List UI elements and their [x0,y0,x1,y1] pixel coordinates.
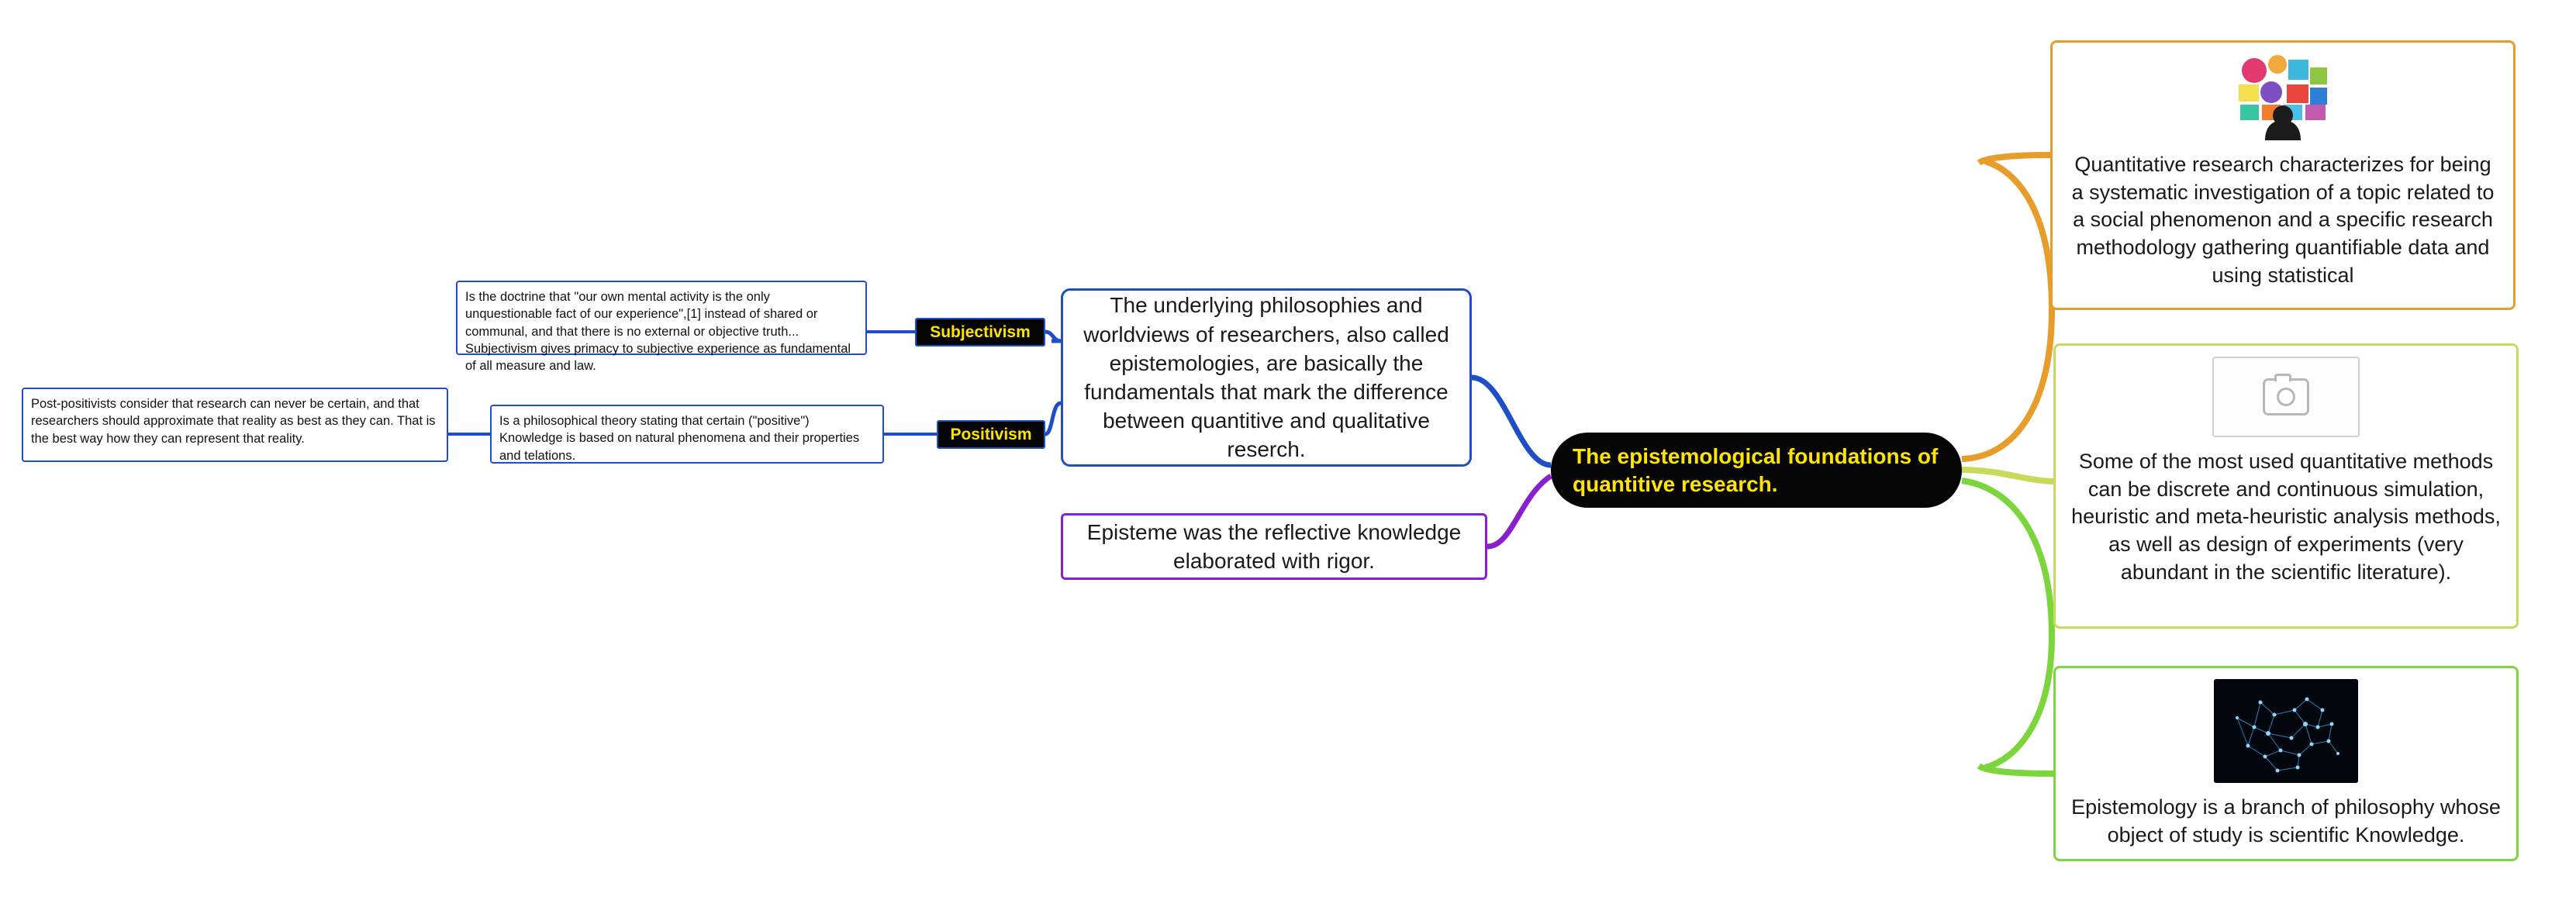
node-subjectivism-definition[interactable] [456,281,867,374]
node-quantitative-methods-text: Some of the most used quantitative methods can be discrete and continuous simulation, heuristic and meta-heuristic analysis methods, as well as design of experiments (very abundant in the scientific literature). [2071,450,2501,584]
central-node-label: The epistemological foundations of quantitive research. [1573,443,1939,496]
node-positivism[interactable] [937,420,1045,449]
brain-network-image [2214,679,2358,783]
collage-icon [2234,53,2332,140]
node-episteme-text: Episteme was the reflective knowledge elaborated with rigor. [1086,519,1462,573]
central-node[interactable] [1551,433,1962,508]
node-quantitative-methods[interactable] [2053,343,2519,629]
node-post-positivism[interactable] [22,388,448,462]
node-subjectivism-label: Subjectivism [930,322,1031,341]
node-subjectivism[interactable] [915,318,1045,347]
node-philosophies[interactable] [1061,288,1472,467]
node-positivism-label: Positivism [950,425,1032,443]
node-epistemology[interactable] [2053,666,2519,861]
node-positivism-definition-text: Is a philosophical theory stating that certain ("positive") Knowledge is based on natural phenomena and their properties and telations. [499,414,860,463]
node-quantitative-research-text: Quantitative research characterizes for being a systematic investigation of a topic related to a social phenomenon and a specific research methodology gathering quantifiable data and using statistical [2071,153,2495,287]
node-subjectivism-definition-text: Is the doctrine that "our own mental activity is the only unquestionable fact of our experience",[1] instead of shared or communal, and that there is no external or objective truth... Subjectivism gives primacy to subjective experience as fundamental of all measure and law. [465,290,851,374]
node-episteme[interactable] [1061,513,1487,580]
node-positivism-definition[interactable] [490,405,884,464]
node-philosophies-text: The underlying philosophies and worldviews of researchers, also called epistemologies, are basically the fundamentals that mark the difference between quantitive and qualitative reserch. [1083,293,1449,462]
node-quantitative-research[interactable] [2050,40,2516,310]
node-epistemology-text: Epistemology is a branch of philosophy whose object of study is scientific Knowledge. [2071,795,2501,847]
camera-placeholder-icon [2212,357,2360,437]
node-post-positivism-text: Post-positivists consider that research can never be certain, and that researchers should approximate that reality as best as they can. That is the best way how they can represent that reality. [31,397,436,446]
